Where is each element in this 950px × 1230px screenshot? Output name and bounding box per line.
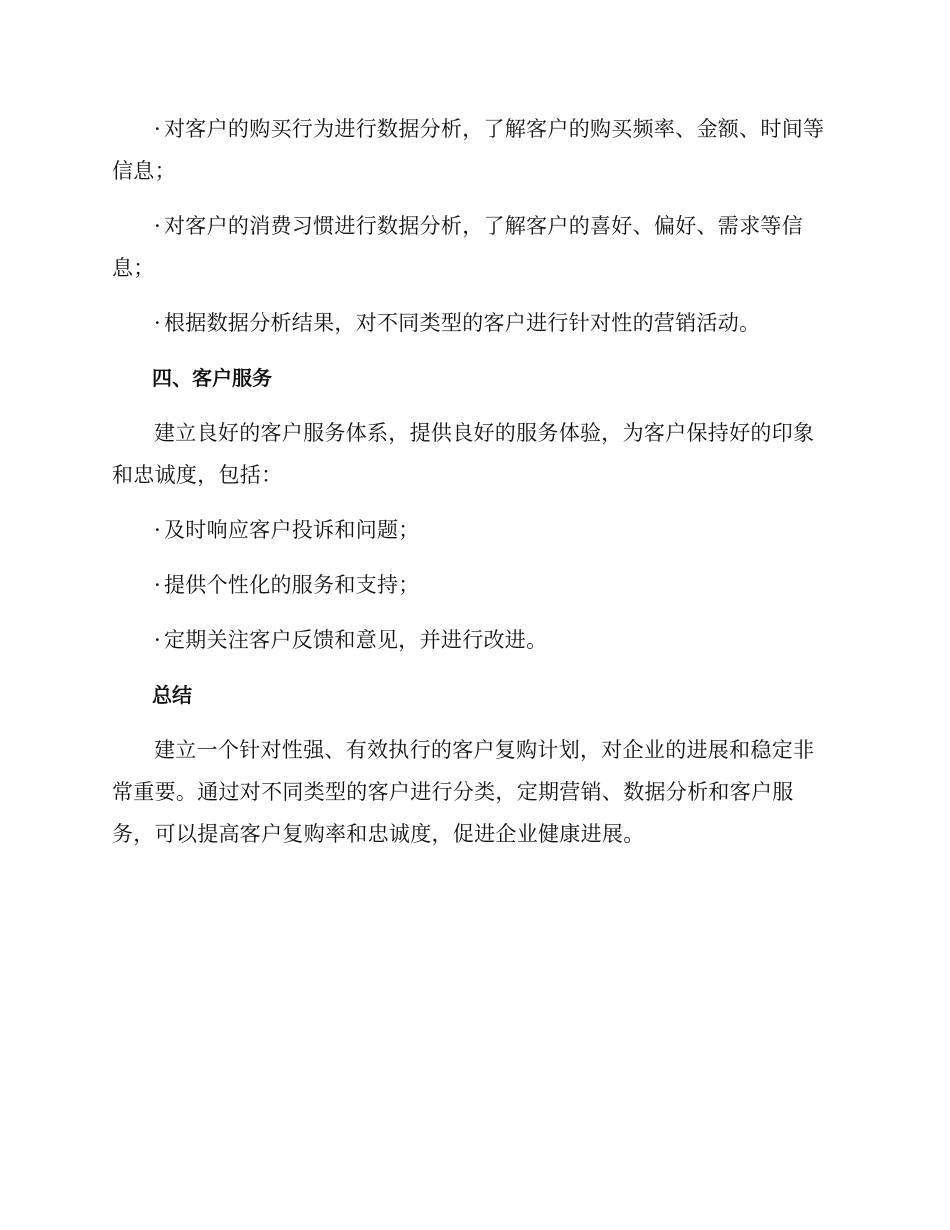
document-body [112,108,832,868]
bullet-item [112,302,832,344]
bullet-text: 及时响应客户投诉和问题； [164,518,420,542]
bullet-text: 对客户的购买行为进行数据分析，了解客户的购买频率、金额、时间等信息； [112,117,825,183]
bullet-item [112,509,832,551]
bullet-marker: · [154,573,161,597]
bullet-text: 定期关注客户反馈和意见，并进行改进。 [164,628,548,652]
body-paragraph: 建立一个针对性强、有效执行的客户复购计划，对企业的进展和稳定非常重要。通过对不同类型的客户进行分类，定期营销、数据分析和客户服务，可以提高客户复购率和忠诚度，促进企业健康进展。 [112,738,815,846]
bullet-marker: · [154,311,161,335]
bullet-marker: · [154,628,161,652]
bullet-marker: · [154,214,161,238]
bullet-item [112,205,832,289]
bullet-marker: · [154,518,161,542]
bullet-item [112,564,832,606]
bullet-marker: · [154,117,161,141]
bullet-text: 对客户的消费习惯进行数据分析，了解客户的喜好、偏好、需求等信息； [112,214,803,280]
section-heading: 总结 [152,683,192,707]
bullet-item [112,619,832,661]
section-heading: 四、客户服务 [152,366,272,390]
bullet-text: 提供个性化的服务和支持； [164,573,420,597]
bullet-item [112,108,832,192]
body-paragraph: 建立良好的客户服务体系，提供良好的服务体验，为客户保持好的印象和忠诚度，包括： [112,421,815,487]
bullet-text: 根据数据分析结果，对不同类型的客户进行针对性的营销活动。 [164,311,761,335]
